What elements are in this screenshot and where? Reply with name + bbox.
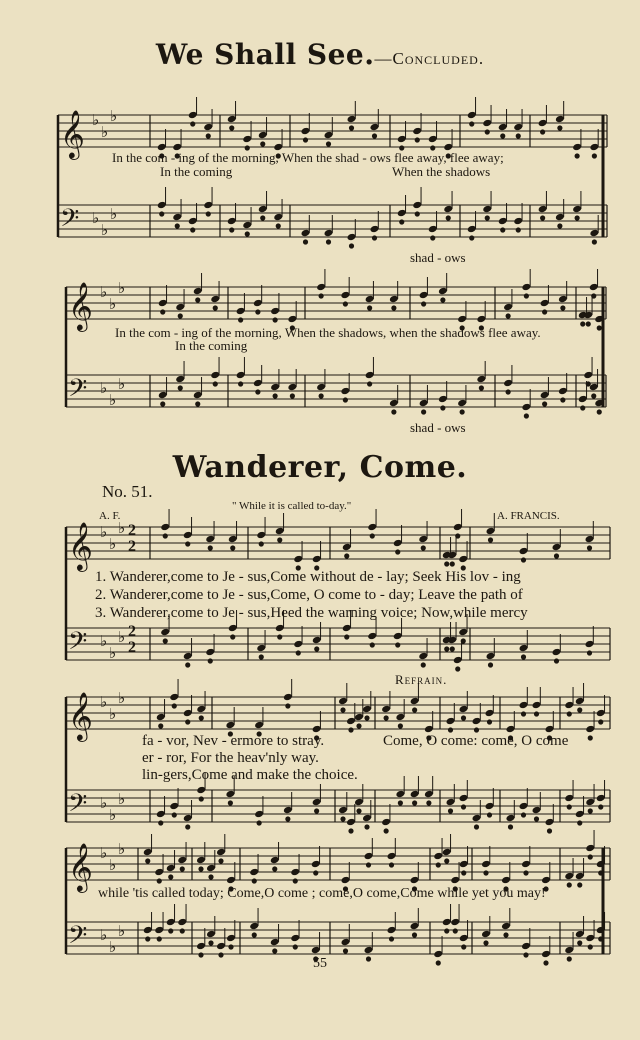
note-head (580, 405, 585, 410)
flat-sign: ♭ (109, 537, 117, 553)
flat-sign: ♭ (92, 113, 100, 129)
flat-sign: ♭ (100, 285, 108, 301)
flat-sign: ♭ (118, 630, 126, 646)
note-head (190, 227, 195, 232)
note-head (313, 870, 318, 875)
note-head (163, 638, 168, 643)
note-head (213, 305, 218, 310)
note-head (178, 313, 183, 318)
note-head (255, 389, 260, 394)
note-head (163, 533, 168, 538)
note-head (461, 804, 466, 809)
note-head (542, 401, 547, 406)
note-head (398, 800, 403, 805)
note-head (252, 932, 257, 937)
flat-sign: ♭ (100, 846, 108, 862)
note-head (469, 121, 474, 126)
note-head (293, 944, 298, 949)
note-head (273, 393, 278, 398)
note-head (500, 133, 505, 138)
note-head (567, 882, 572, 887)
note-head (591, 293, 596, 298)
note-head (349, 243, 354, 248)
note-head (547, 828, 552, 833)
note-head (229, 125, 234, 130)
note-head (487, 719, 492, 724)
note-head (575, 153, 580, 158)
note-head (145, 936, 150, 941)
note-head (208, 545, 213, 550)
note-head (348, 828, 353, 833)
note-head (391, 305, 396, 310)
note-head (326, 239, 331, 244)
note-head (238, 317, 243, 322)
note-head (356, 808, 361, 813)
epigraph: " While it is called to-day." (232, 500, 352, 512)
note-head (524, 293, 529, 298)
continuation-2: er - ror, For the heav'nly way. (142, 750, 319, 766)
note-head (157, 936, 162, 941)
note-head (185, 824, 190, 829)
note-head (450, 561, 455, 566)
note-head (587, 545, 592, 550)
note-head (340, 707, 345, 712)
note-head (412, 707, 417, 712)
flat-sign: ♭ (92, 211, 100, 227)
note-head (586, 321, 591, 326)
note-head (540, 215, 545, 220)
time-signature: 2 (128, 623, 136, 640)
note-head (303, 137, 308, 142)
note-head (384, 828, 389, 833)
note-head (245, 231, 250, 236)
note-head (460, 409, 465, 414)
note-head (557, 223, 562, 228)
time-signature: 2 (128, 639, 136, 656)
note-head (577, 882, 582, 887)
flat-sign: ♭ (101, 125, 109, 141)
alto-lyric: When the shadows (392, 164, 491, 179)
note-head (485, 129, 490, 134)
note-head (344, 553, 349, 558)
note-head (412, 932, 417, 937)
note-head (488, 537, 493, 542)
note-head (180, 928, 185, 933)
note-head (259, 654, 264, 659)
note-head (534, 711, 539, 716)
note-head (597, 325, 602, 330)
note-head (577, 707, 582, 712)
note-head (314, 808, 319, 813)
flat-sign: ♭ (109, 393, 117, 409)
note-head (461, 638, 466, 643)
note-head (319, 293, 324, 298)
flat-sign: ♭ (100, 381, 108, 397)
note-head (206, 211, 211, 216)
note-head (314, 646, 319, 651)
hymn-title: We Shall See. (155, 38, 375, 71)
refrain-words: Come, O come: come, O come (383, 733, 569, 749)
note-head (229, 227, 234, 232)
hymn-title-2: Wanderer, Come. (172, 450, 468, 485)
note-head (370, 533, 375, 538)
note-head (160, 309, 165, 314)
note-head (366, 862, 371, 867)
flat-sign: ♭ (100, 796, 108, 812)
note-head (208, 658, 213, 663)
note-head (440, 297, 445, 302)
note-head (580, 321, 585, 326)
note-head (591, 393, 596, 398)
flat-sign: ♭ (100, 695, 108, 711)
note-head (506, 313, 511, 318)
note-head (272, 866, 277, 871)
alto-lyric: In the coming (175, 338, 248, 353)
note-head (364, 715, 369, 720)
note-head (592, 153, 597, 158)
note-head (384, 715, 389, 720)
note-head (521, 654, 526, 659)
continuation-3: lin-gers,Come and make the choice. (142, 767, 358, 783)
note-head (474, 727, 479, 732)
note-head (598, 719, 603, 724)
note-head (344, 634, 349, 639)
note-head (208, 874, 213, 879)
note-head (588, 944, 593, 949)
note-head (461, 944, 466, 949)
note-head (487, 812, 492, 817)
continuation-1: fa - vor, Nev - ermore to stray. (142, 733, 325, 749)
note-head (252, 878, 257, 883)
note-head (516, 227, 521, 232)
flat-sign: ♭ (109, 808, 117, 824)
page-number: 55 (313, 956, 327, 971)
note-head (588, 808, 593, 813)
note-head (175, 223, 180, 228)
note-head (521, 711, 526, 716)
verse-2: 2. Wanderer,come to Je - sus,Come, O come to - day; Leave the path of (95, 587, 523, 603)
note-head (276, 223, 281, 228)
note-head (158, 820, 163, 825)
note-head (567, 711, 572, 716)
note-head (293, 878, 298, 883)
treble-clef: 𝄞 (68, 281, 93, 330)
note-head (421, 301, 426, 306)
note-head (557, 125, 562, 130)
treble-clef: 𝄞 (60, 109, 85, 158)
note-head (461, 870, 466, 875)
note-head (259, 541, 264, 546)
note-head (440, 405, 445, 410)
note-head (448, 808, 453, 813)
note-head (326, 141, 331, 146)
verse-1: 1. Wanderer,come to Je - sus,Come without de - lay; Seek His lov - ing (95, 569, 521, 585)
note-head (160, 401, 165, 406)
note-head (521, 812, 526, 817)
note-head (257, 820, 262, 825)
note-head (389, 936, 394, 941)
flat-sign: ♭ (100, 634, 108, 650)
bass-clef: 𝄢 (60, 204, 80, 239)
refrain-label: Refrain. (395, 672, 448, 687)
note-head (356, 723, 361, 728)
note-head (542, 309, 547, 314)
note-head (230, 634, 235, 639)
note-head (588, 735, 593, 740)
note-head (450, 646, 455, 651)
note-head (446, 215, 451, 220)
note-head (444, 928, 449, 933)
note-head (159, 211, 164, 216)
note-head (479, 385, 484, 390)
note-head (597, 409, 602, 414)
note-head (485, 215, 490, 220)
flat-sign: ♭ (110, 109, 118, 125)
bass-clef: 𝄢 (68, 921, 88, 956)
note-head (185, 541, 190, 546)
note-head (483, 870, 488, 875)
note-head (444, 561, 449, 566)
note-head (208, 940, 213, 945)
note-head (448, 727, 453, 732)
note-head (399, 219, 404, 224)
note-head (367, 305, 372, 310)
note-head (348, 727, 353, 732)
bass-clef: 𝄢 (68, 789, 88, 824)
note-head (343, 397, 348, 402)
note-head (421, 545, 426, 550)
author-left: A. F. (99, 510, 121, 522)
note-head (260, 141, 265, 146)
author-right: A. FRANCIS. (497, 510, 560, 522)
note-head (577, 940, 582, 945)
note-head (190, 121, 195, 126)
note-head (455, 533, 460, 538)
note-head (389, 862, 394, 867)
note-head (199, 715, 204, 720)
note-head (554, 553, 559, 558)
note-head (524, 413, 529, 418)
lyric-line: In the com - ing of the morning, When the shadows, when the shadows flee away. (115, 325, 541, 340)
note-head (260, 215, 265, 220)
note-head (506, 389, 511, 394)
note-head (453, 928, 458, 933)
note-head (588, 854, 593, 859)
flat-sign: ♭ (118, 842, 126, 858)
note-head (277, 537, 282, 542)
note-head (444, 646, 449, 651)
note-head (554, 658, 559, 663)
bass-lyric: shad - ows (410, 420, 466, 435)
note-head (430, 235, 435, 240)
flat-sign: ♭ (118, 281, 126, 297)
note-head (277, 634, 282, 639)
verse-3: 3. Wanderer,come to Je - sus,Heed the warning voice; Now,while mercy (95, 605, 528, 621)
note-head (168, 874, 173, 879)
note-head (575, 215, 580, 220)
note-head (503, 932, 508, 937)
note-head (488, 662, 493, 667)
note-head (391, 409, 396, 414)
note-head (461, 715, 466, 720)
note-head (343, 948, 348, 953)
note-head (398, 723, 403, 728)
flat-sign: ♭ (109, 940, 117, 956)
time-signature: 2 (128, 538, 136, 555)
flat-sign: ♭ (118, 377, 126, 393)
note-head (364, 824, 369, 829)
note-head (372, 235, 377, 240)
note-head (238, 381, 243, 386)
lyric-line: In the com - ing of the morning, When the shad - ows flee away, flee away; (112, 150, 504, 165)
note-head (145, 858, 150, 863)
note-head (218, 858, 223, 863)
note-head (560, 305, 565, 310)
note-head (255, 309, 260, 314)
note-head (426, 800, 431, 805)
note-head (185, 719, 190, 724)
note-head (586, 381, 591, 386)
note-head (206, 133, 211, 138)
note-head (516, 133, 521, 138)
note-head (370, 642, 375, 647)
flat-sign: ♭ (118, 792, 126, 808)
treble-clef: 𝄞 (68, 521, 93, 570)
final-line: while 'tis called today; Come,O come ; come,O come,Come while yet you may! (98, 886, 546, 901)
note-head (185, 662, 190, 667)
note-head (444, 858, 449, 863)
note-head (534, 816, 539, 821)
note-head (199, 796, 204, 801)
note-head (483, 940, 488, 945)
note-head (540, 129, 545, 134)
note-head (340, 816, 345, 821)
note-head (592, 239, 597, 244)
note-head (500, 227, 505, 232)
note-head (455, 666, 460, 671)
time-signature: 2 (128, 522, 136, 539)
note-head (319, 393, 324, 398)
flat-sign: ♭ (101, 223, 109, 239)
note-head (577, 820, 582, 825)
hymn-number: No. 51. (102, 482, 153, 501)
treble-clef: 𝄞 (68, 842, 93, 891)
note-head (587, 650, 592, 655)
alto-lyric: In the coming (160, 164, 233, 179)
bass-lyric: shad - ows (410, 250, 466, 265)
note-head (198, 866, 203, 871)
flat-sign: ♭ (118, 691, 126, 707)
note-head (180, 866, 185, 871)
note-head (272, 948, 277, 953)
note-head (372, 133, 377, 138)
flat-sign: ♭ (109, 646, 117, 662)
note-head (213, 381, 218, 386)
treble-clef: 𝄞 (68, 691, 93, 740)
bass-clef: 𝄢 (68, 374, 88, 409)
hymn-title-suffix: —Concluded. (374, 49, 485, 68)
note-head (469, 235, 474, 240)
bass-clef: 𝄢 (68, 627, 88, 662)
flat-sign: ♭ (118, 924, 126, 940)
note-head (168, 928, 173, 933)
note-head (228, 800, 233, 805)
note-head (178, 385, 183, 390)
flat-sign: ♭ (100, 525, 108, 541)
note-head (436, 862, 441, 867)
flat-sign: ♭ (118, 521, 126, 537)
note-head (303, 239, 308, 244)
note-head (349, 125, 354, 130)
note-head (172, 812, 177, 817)
note-head (521, 557, 526, 562)
note-head (508, 824, 513, 829)
note-head (230, 545, 235, 550)
note-head (343, 301, 348, 306)
note-head (172, 703, 177, 708)
note-head (158, 723, 163, 728)
note-head (228, 944, 233, 949)
note-head (273, 317, 278, 322)
note-head (296, 650, 301, 655)
note-head (290, 393, 295, 398)
note-head (474, 824, 479, 829)
note-head (567, 804, 572, 809)
note-head (367, 381, 372, 386)
note-head (598, 804, 603, 809)
note-head (285, 816, 290, 821)
flat-sign: ♭ (100, 928, 108, 944)
note-head (157, 878, 162, 883)
note-head (421, 409, 426, 414)
note-head (395, 549, 400, 554)
note-head (285, 703, 290, 708)
note-head (415, 211, 420, 216)
flat-sign: ♭ (110, 207, 118, 223)
flat-sign: ♭ (109, 297, 117, 313)
note-head (523, 870, 528, 875)
note-head (195, 401, 200, 406)
note-head (395, 642, 400, 647)
note-head (195, 297, 200, 302)
note-head (421, 662, 426, 667)
flat-sign: ♭ (109, 858, 117, 874)
flat-sign: ♭ (109, 707, 117, 723)
note-head (415, 137, 420, 142)
note-head (560, 397, 565, 402)
note-head (412, 800, 417, 805)
